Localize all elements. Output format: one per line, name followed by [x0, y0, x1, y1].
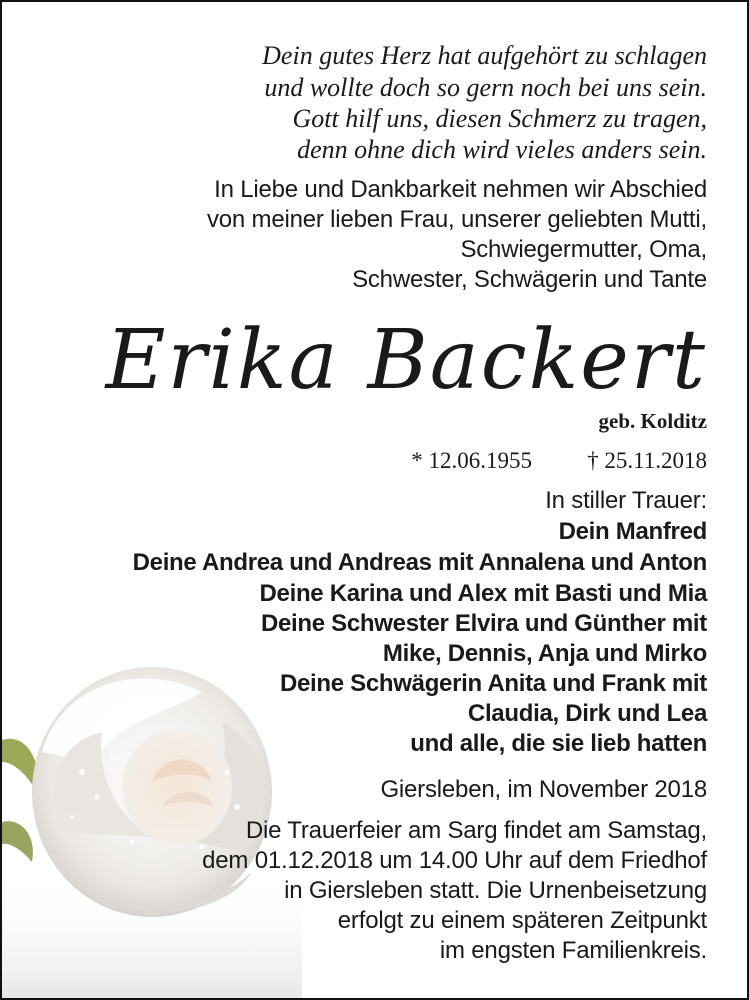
funeral-info-line: dem 01.12.2018 um 14.00 Uhr auf dem Friedhof [202, 847, 707, 874]
place-date: Giersleben, im November 2018 [380, 776, 707, 803]
poem-line: Dein gutes Herz hat aufgehört zu schlagen [262, 41, 707, 70]
death-date: † 25.11.2018 [587, 448, 707, 473]
obituary-text [2, 2, 747, 998]
farewell-line: Schwiegermutter, Oma, [460, 236, 707, 263]
mourner-line: und alle, die sie lieb hatten [410, 730, 707, 757]
mourner-line: Claudia, Dirk und Lea [467, 700, 707, 727]
mourner-line: Deine Schwägerin Anita und Frank mit [279, 670, 707, 697]
poem-line: und wollte doch so gern noch bei uns sein. [264, 73, 707, 102]
deceased-name: Erika Backert [105, 313, 707, 408]
mourner-line: Deine Schwester Elvira und Günther mit [260, 610, 707, 637]
farewell-line: In Liebe und Dankbarkeit nehmen wir Abschied [214, 176, 707, 203]
farewell-line: Schwester, Schwägerin und Tante [352, 266, 707, 293]
mourner-line: Deine Karina und Alex mit Basti und Mia [259, 580, 707, 607]
mourner-line: Mike, Dennis, Anja und Mirko [382, 640, 707, 667]
farewell-line: von meiner lieben Frau, unserer geliebten Mutti, [206, 206, 707, 233]
birth-name: geb. Kolditz [598, 409, 707, 433]
funeral-info-line: in Giersleben statt. Die Urnenbeisetzung [284, 877, 707, 904]
funeral-info-line: erfolgt zu einem späteren Zeitpunkt [337, 907, 707, 934]
mourner-line: Deine Andrea und Andreas mit Annalena und Anton [132, 549, 707, 576]
funeral-info-line: im engsten Familienkreis. [439, 937, 707, 964]
mourner-line: Dein Manfred [558, 518, 707, 545]
funeral-info-line: Die Trauerfeier am Sarg findet am Samstag, [245, 817, 707, 844]
birth-date: * 12.06.1955 [411, 448, 532, 473]
poem-line: Gott hilf uns, diesen Schmerz zu tragen, [292, 104, 707, 133]
poem-line: denn ohne dich wird vieles anders sein. [297, 135, 707, 164]
mourners-intro: In stiller Trauer: [545, 487, 707, 514]
